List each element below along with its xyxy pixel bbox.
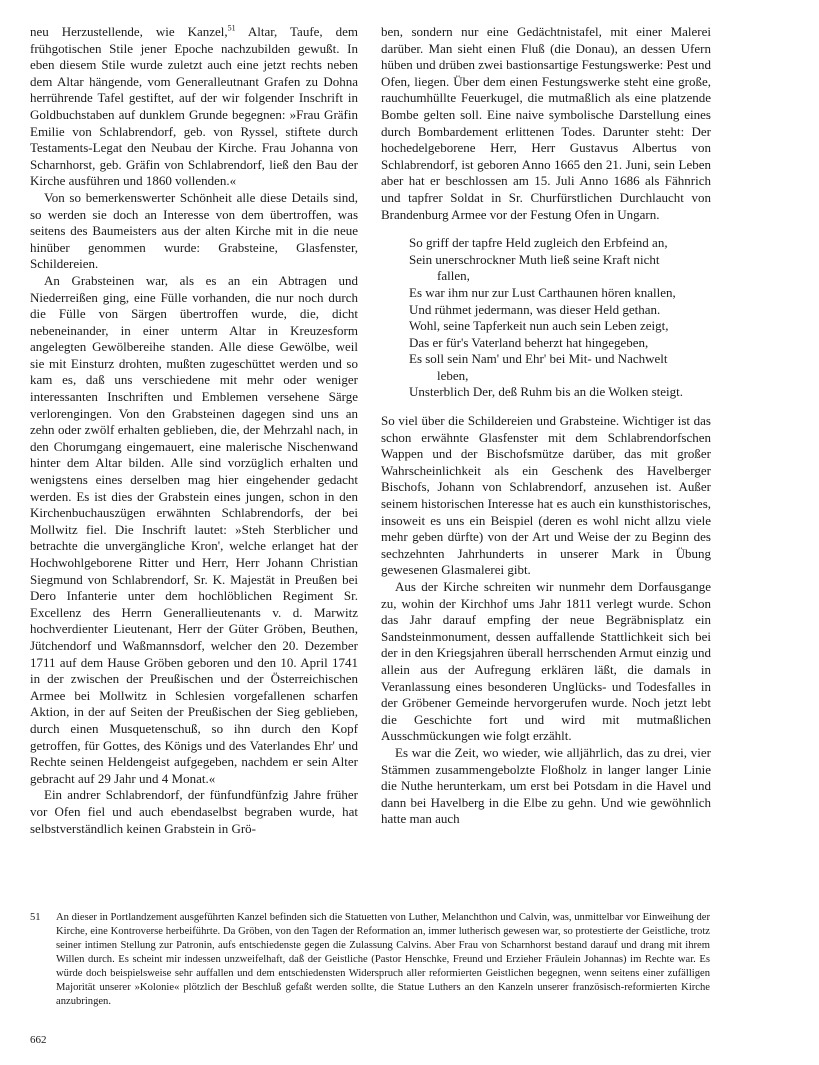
paragraph: Es war die Zeit, wo wieder, wie alljährlich, das zu drei, vier Stämmen zusammengebolzte Floßholz in langer langer Linie die Nuthe herunterkam, um erst bei Potsdam in die Havel und dann bei Havelberg in die Elbe zu gehn. Und wie gewöhnlich hatte man auch xyxy=(381,744,711,827)
footnote-reference[interactable]: 51 xyxy=(227,23,236,33)
poem-line-text: Und rühmet jedermann, was dieser Held gethan. xyxy=(409,301,661,317)
poem-line xyxy=(395,335,711,352)
poem-line xyxy=(395,318,711,335)
paragraph-text: neu Herzustellende, wie Kanzel, xyxy=(30,24,228,39)
poem-line-continuation: fallen, xyxy=(437,268,470,284)
footnotes xyxy=(30,911,710,1009)
poem-line-text: Es soll sein Nam' und Ehr' bei Mit- und Nachwelt xyxy=(409,351,668,367)
poem-line xyxy=(395,302,711,319)
poem-line-continuation: leben, xyxy=(437,367,469,383)
poem-line-text: Wohl, seine Tapferkeit nun auch sein Leben zeigt, xyxy=(409,318,669,334)
paragraph xyxy=(30,24,358,190)
footnote-text: An dieser in Portlandzement ausgeführten Kanzel befinden sich die Statuetten von Luther, Melanchthon und Calvin, was, unmittelbar vor Einweihung der Kirche, eine Kontroverse herbeiführte. Da Gröben, von den Tagen der Reformation an, immer lutherisch gewesen war, so protestierte der Geistliche, trotz seiner intimen Stellung zur Patronin, aufs entschiedenste gegen die Zulassung Calvins. Aber Frau von Scharnhorst bestand darauf und drang mit ihrem Willen durch. Es scheint mir indessen unzweifelhaft, daß der Geistliche (Pastor Henschke, Freund und Erzieher Fräulein Johannas) im Rechte war. Es würde doch beispielsweise sehr auffallen und dem entschiedensten Widerspruch aller reformierten Geistlichen begegnen, wenn seitens einer zufälligen Majorität unserer »Kolonie« plötzlich der Beschluß gefaßt werden sollte, die Statue Luthers an den Kanzeln unserer französisch-reformierten Kirche anzubringen. xyxy=(56,912,710,1007)
page-number: 662 xyxy=(30,1034,47,1046)
paragraph: So viel über die Schildereien und Grabsteine. Wichtiger ist das schon erwähnte Glasfenster mit dem Schlabrendorfschen Wappen und der Bischofsmütze darüber, das mit großer Wahrscheinlichkeit als ein Geschenk des Havelberger Bischofs, Johann von Schlabrendorf, anzusehen ist. Außer seinem historischen Interesse hat es auch ein kunsthistorisches, insoweit es uns ein Beispiel (deren es wohl nicht allzu viele mehr geben dürfte) von der Art und Weise der zu Beginn des sechzehnten Jahrhunderts in unserer Mark in Übung gewesenen Glasmalerei gibt. xyxy=(381,413,711,578)
epitaph-poem xyxy=(395,235,711,401)
poem-line-text: So griff der tapfre Held zugleich den Erbfeind an, xyxy=(409,235,668,251)
poem-line-text: Sein unerschrockner Muth ließ seine Kraft nicht xyxy=(409,251,660,267)
right-column xyxy=(381,24,711,828)
poem-line-text: Unsterblich Der, deß Ruhm bis an die Wolken steigt. xyxy=(409,384,684,400)
paragraph: An Grabsteinen war, als es an ein Abtragen und Niederreißen ging, eine Fülle vorhanden, die nur noch durch die Fülle von Särgen übertroffen wurde, die, dicht nebeneinander, in einer unterm Altar in Kreuzesform angelegten Gewölbereihe standen. Alle diese Gewölbe, weil sie mit Einsturz drohten, mußten zugeschüttet werden und so kam es, daß uns verschiedene mit mehr oder weniger interessanten Inschriften und Emblemen versehene Särge verlorengingen. Von den Grabsteinen dagegen sind uns an zehn oder zwölf erhalten geblieben, die, der Mehrzahl nach, in den Chorumgang eingemauert, eine malerische Nischenwand hinter dem Altar bilden. Alle sind vorzüglich erhalten und wenigstens eines derselben mag hier eingehender gedacht werden. Es ist dies der Grabstein eines jungen, schon in den Kirchenbuchauszügen erwähnten Schlabrendorfs, der bei Mollwitz fiel. Die Inschrift lautet: »Steh Sterblicher und betrachte die unvergängliche Kron', welche erlanget hat der Hochwohlgeborene Ritter und Herr, Herr Johann Christian Siegmund von Schlabrendorf, Sr. K. Majestät in Preußen bei Dero Infanterie unter dem hochlöblichen Regiment Sr. Excellenz des Herrn Generallieutenants v. d. Marwitz hochverdienter Lieutenant, Herr der Güter Gröben, Beuthen, Jütchendorf und Waßmannsdorf, welcher den 20. Dezember 1711 auf dem Hause Gröben geboren und den 10. April 1741 in der zwischen der Preußischen und der Österreichischen Armee bei Mollwitz in Schlesien vorgefallenen scharfen Aktion, in der auf Seiten der Preußischen der Sieg geblieben, durch einen Musquetenschuß, so ihn durch den Kopf getroffen, für Gottes, des Königs und des Vaterlandes Ehr' und Rechte seinen Heldengeist aufgegeben, nachdem er sein Alter gebracht auf 29 Jahr und 4 Monat.« xyxy=(30,272,358,786)
left-column xyxy=(30,24,358,837)
paragraph-text: Altar, Taufe, dem frühgotischen Stile jener Epoche nachzubilden gewußt. In eben diesem Stile wurde zuletzt auch eine jetzt rechts neben dem Altar hängende, vom Generalleutnant Grafen zu Dohna herrührende Tafel gestiftet, auf der wir folgender Inschrift in Goldbuchstaben auf dunklem Grunde begegnen: »Frau Gräfin Emilie von Schlabrendorf, geb. von Ryssel, stiftete durch Testaments-Legat den Neubau der Kirche. Frau Johanna von Scharnhorst, geb. Gräfin von Schlabrendorf, ließ den Bau der Kirche ausführen und 1860 vollenden.« xyxy=(30,24,358,189)
poem-line xyxy=(395,285,711,302)
poem-line xyxy=(395,384,711,401)
paragraph: Aus der Kirche schreiten wir nunmehr dem Dorfausgange zu, wohin der Kirchhof ums Jahr 1811 verlegt wurde. Schon das Jahr darauf empfing der neue Begräbnisplatz ein Sandsteinmonument, dessen auffallende Stattlichkeit sich bei der in den Kriegsjahren überall herrschenden Armut einzig und allein aus der Aufregung erklären läßt, die damals in Veranlassung eines besonderen Unglücks- und Todesfalles in der Gröbener Gemeinde hervorgerufen wurde. Noch jetzt lebt die Geschichte fort und wird mit mutmaßlichen Ausschmückungen wie folgt erzählt. xyxy=(381,579,711,744)
footnote-number: 51 xyxy=(30,912,41,923)
poem-line xyxy=(395,252,711,285)
paragraph: Von so bemerkenswerter Schönheit alle diese Details sind, so werden sie doch an Interesse von dem übertroffen, was seitens des Baumeisters aus der alten Kirche mit in die neue hinüber genommen wurde: Grabsteine, Glasfenster, Schildereien. xyxy=(30,189,358,272)
paragraph: ben, sondern nur eine Gedächtnistafel, mit einer Malerei darüber. Man sieht einen Fluß (die Donau), an dessen Ufern hüben und drüben zwei bastionsartige Festungswerke: Pest und Ofen, liegen. Über dem einen Festungswerke steht eine große, rauchumhüllte Feuerkugel, die mutmaßlich als eine platzende Bombe gelten soll. Eine naive symbolische Darstellung eines durch Bombardement erlittenen Todes. Darunter steht: Der hochedelgeborene Herr, Herr Gustavus Albertus von Schlabrendorf, ist geboren Anno 1665 den 21. Juni, sein Leben aber hat er beschlossen am 15. Juli Anno 1686 als Fähnrich und tapfrer Soldat in Sr. Churfürstlichen Durchlaucht von Brandenburg Armee vor der Festung Ofen in Ungarn. xyxy=(381,24,711,222)
footnote xyxy=(30,911,710,1009)
poem-line xyxy=(395,351,711,384)
poem-line-text: Es war ihm nur zur Lust Carthaunen hören knallen, xyxy=(409,284,676,300)
poem-line-text: Das er für's Vaterland beherzt hat hingegeben, xyxy=(409,334,649,350)
paragraph: Ein andrer Schlabrendorf, der fünfundfünfzig Jahre früher vor Ofen fiel und auch ebendaselbst begraben wurde, hat selbstverständlich keinen Grabstein in Grö- xyxy=(30,787,358,836)
poem-line xyxy=(395,235,711,252)
